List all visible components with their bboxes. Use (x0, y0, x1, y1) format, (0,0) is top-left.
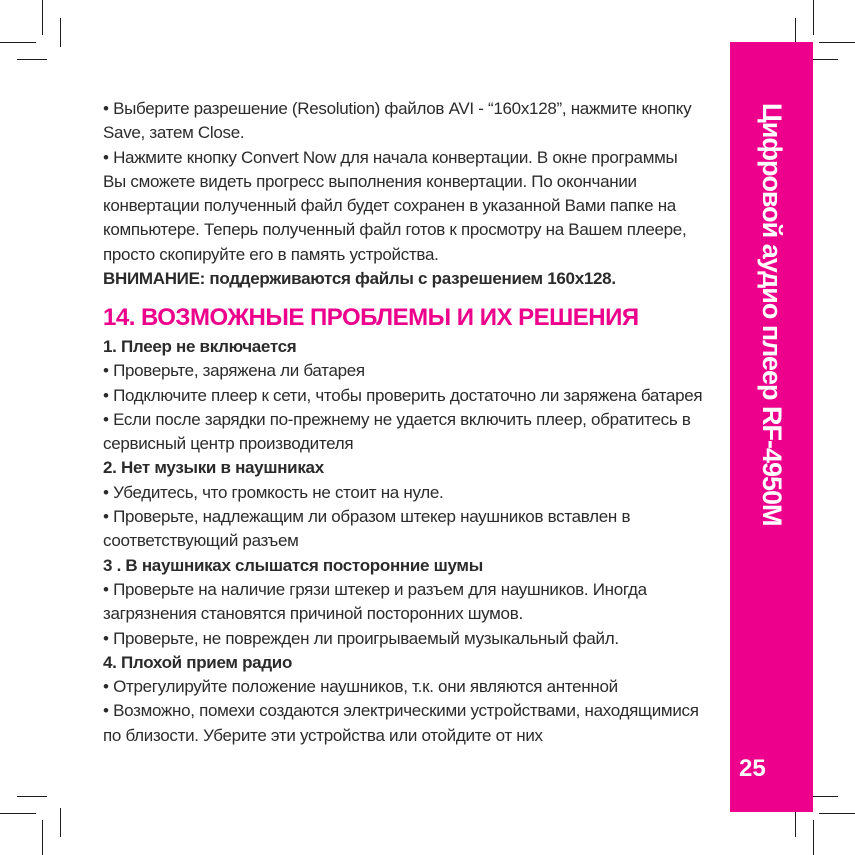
sidebar-band (730, 42, 813, 812)
text-line: • Отрегулируйте положение наушников, т.к. они являются антенной (103, 677, 618, 697)
text-line: • Выберите разрешение (Resolution) файлов AVI - “160x128”, нажмите кнопку (103, 99, 692, 118)
crop-mark (819, 42, 855, 43)
crop-mark (795, 808, 796, 837)
text-line: • Проверьте, надлежащим ли образом штекер наушников вставлен в (103, 507, 631, 527)
text-line: Вы сможете видеть прогресс выполнения конвертации. По окончании (103, 171, 637, 191)
page-number: 25 (739, 755, 766, 782)
crop-mark (17, 796, 47, 797)
crop-mark (819, 813, 855, 814)
crop-mark (0, 42, 36, 43)
troubleshooting-list (103, 335, 723, 748)
crop-mark (42, 0, 43, 35)
text-line: • Проверьте на наличие грязи штекер и разъем для наушников. Иногда (103, 579, 647, 599)
crop-mark (813, 0, 814, 35)
crop-mark (17, 59, 47, 60)
text-line: соответствующий разъем (103, 531, 299, 551)
text-line: • Подключите плеер к сети, чтобы проверить достаточно ли заряжена батарея (103, 385, 703, 405)
text-line: • Если после зарядки по-прежнему не удается включить плеер, обратитесь в (103, 409, 691, 429)
text-line: 3 . В наушниках слышатся посторонние шумы (103, 555, 483, 575)
sidebar-title: Цифровой аудио плеер RF-4950M (757, 103, 787, 526)
text-line: компьютере. Теперь полученный файл готов к просмотру на Вашем плеере, (103, 220, 687, 240)
text-line: просто скопируйте его в память устройства. (103, 244, 439, 264)
crop-mark (42, 820, 43, 855)
text-line: • Возможно, помехи создаются электрическими устройствами, находящимися (103, 701, 699, 721)
text-line: по близости. Уберите эти устройства или отойдите от них (103, 725, 543, 745)
section-heading: 14. ВОЗМОЖНЫЕ ПРОБЛЕМЫ И ИХ РЕШЕНИЯ (103, 304, 639, 331)
text-line: сервисный центр производителя (103, 434, 354, 454)
text-line: ВНИМАНИЕ: поддерживаются файлы с разрешением 160x128. (103, 269, 616, 289)
crop-mark (60, 18, 61, 47)
crop-mark (60, 808, 61, 837)
crop-mark (813, 820, 814, 855)
text-line: конвертации полученный файл будет сохранен в указанной Вами папке на (103, 196, 676, 216)
text-line: • Нажмите кнопку Convert Now для начала конвертации. В окне программы (103, 147, 678, 167)
text-line: Save, затем Close. (103, 123, 245, 143)
crop-mark (0, 813, 36, 814)
intro-paragraphs (103, 97, 723, 291)
text-line: • Убедитесь, что громкость не стоит на нуле. (103, 482, 444, 502)
text-line: • Проверьте, не поврежден ли проигрываемый музыкальный файл. (103, 628, 619, 648)
text-line: • Проверьте, заряжена ли батарея (103, 361, 365, 381)
text-line: загрязнения становятся причиной посторонних шумов. (103, 604, 523, 624)
text-line: 1. Плеер не включается (103, 337, 297, 356)
text-line: 4. Плохой прием радио (103, 652, 293, 672)
text-line: 2. Нет музыки в наушниках (103, 458, 324, 478)
